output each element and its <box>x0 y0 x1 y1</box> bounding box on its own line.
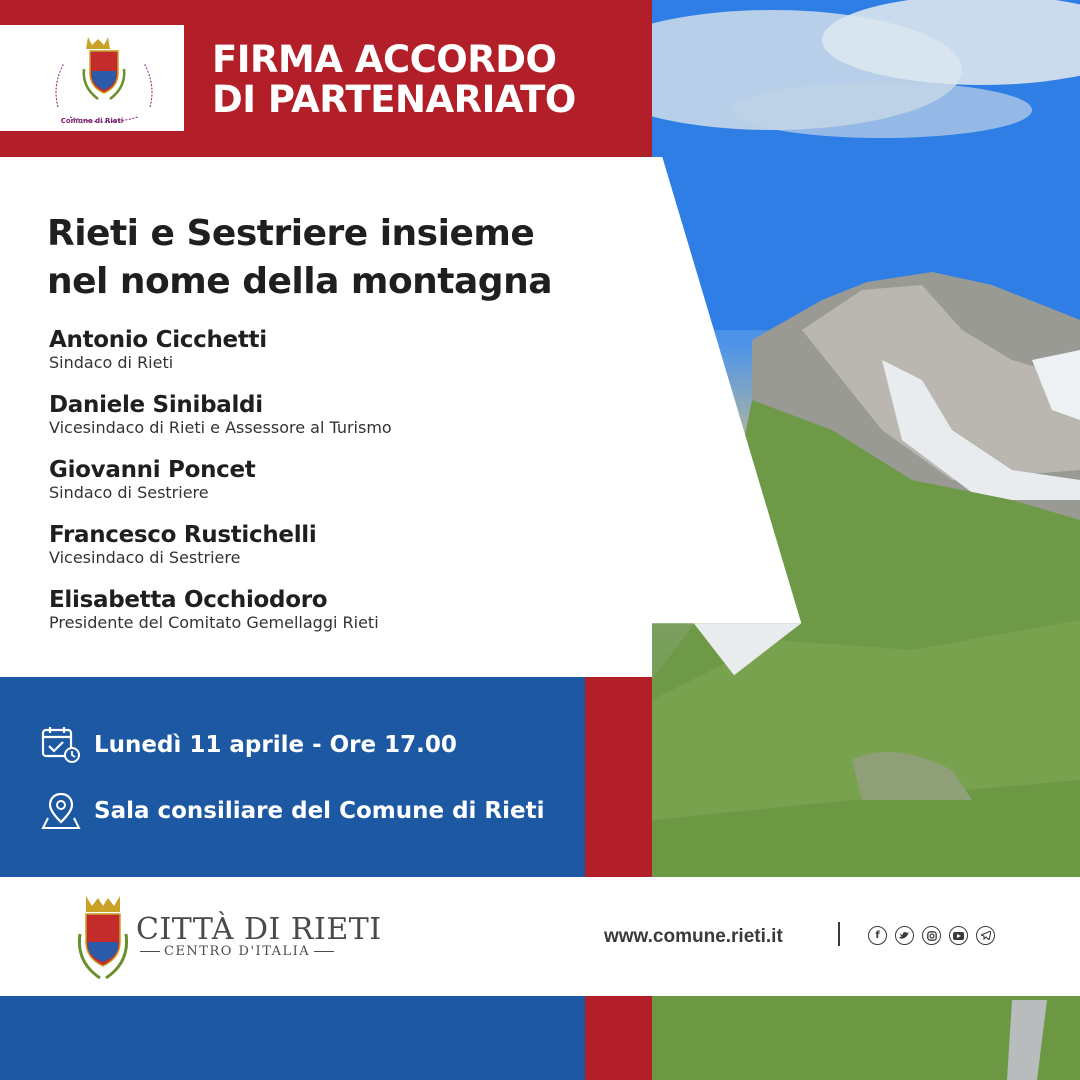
speaker-item <box>49 587 609 633</box>
instagram-icon[interactable] <box>922 926 941 945</box>
calendar-clock-icon <box>40 724 82 766</box>
event-date-row <box>40 724 457 766</box>
speaker-name: Daniele Sinibaldi <box>49 392 263 418</box>
event-date-text: Lunedì 11 aprile - Ore 17.00 <box>94 732 457 758</box>
page-title <box>212 40 576 120</box>
speaker-name: Giovanni Poncet <box>49 457 256 483</box>
bottom-red-band <box>585 996 652 1080</box>
speaker-name: Francesco Rustichelli <box>49 522 317 548</box>
red-strip <box>585 677 652 877</box>
speaker-role: Sindaco di Rieti <box>49 353 174 372</box>
event-place-row <box>40 790 545 832</box>
telegram-icon[interactable] <box>976 926 995 945</box>
facebook-icon[interactable]: f <box>868 926 887 945</box>
rieti-coat-of-arms <box>72 890 134 982</box>
twitter-icon[interactable] <box>895 926 914 945</box>
youtube-icon[interactable] <box>949 926 968 945</box>
event-place-text: Sala consiliare del Comune di Rieti <box>94 798 545 824</box>
event-subtitle <box>47 210 687 306</box>
title-line-1: FIRMA ACCORDO <box>212 38 557 81</box>
city-tagline <box>136 944 338 959</box>
bottom-blue-band <box>0 996 585 1080</box>
title-line-2: DI PARTENARIATO <box>212 78 576 121</box>
speaker-name: Elisabetta Occhiodoro <box>49 587 328 613</box>
city-name: CITTÀ DI RIETI <box>136 912 382 947</box>
subtitle-line-2: nel nome della montagna <box>47 261 552 302</box>
speaker-item <box>49 392 609 438</box>
map-pin-icon <box>40 790 82 832</box>
speaker-role: Vicesindaco di Sestriere <box>49 548 241 567</box>
speaker-item <box>49 522 609 568</box>
speaker-role: Presidente del Comitato Gemellaggi Rieti <box>49 613 379 632</box>
city-tagline-text: CENTRO D'ITALIA <box>164 944 311 959</box>
website-link[interactable]: www.comune.rieti.it <box>604 926 783 947</box>
speaker-item <box>49 327 609 373</box>
comitato-gemellaggi-logo <box>0 25 184 131</box>
social-links <box>868 926 995 945</box>
speaker-role: Sindaco di Sestriere <box>49 483 209 502</box>
speaker-name: Antonio Cicchetti <box>49 327 267 353</box>
event-info-band <box>0 677 585 877</box>
speaker-item <box>49 457 609 503</box>
subtitle-line-1: Rieti e Sestriere insieme <box>47 213 535 254</box>
speaker-role: Vicesindaco di Rieti e Assessore al Turismo <box>49 418 392 437</box>
comitato-logo-box <box>0 25 184 131</box>
divider <box>838 922 840 946</box>
logo-bottom-text: Comune di Rieti <box>60 117 124 125</box>
